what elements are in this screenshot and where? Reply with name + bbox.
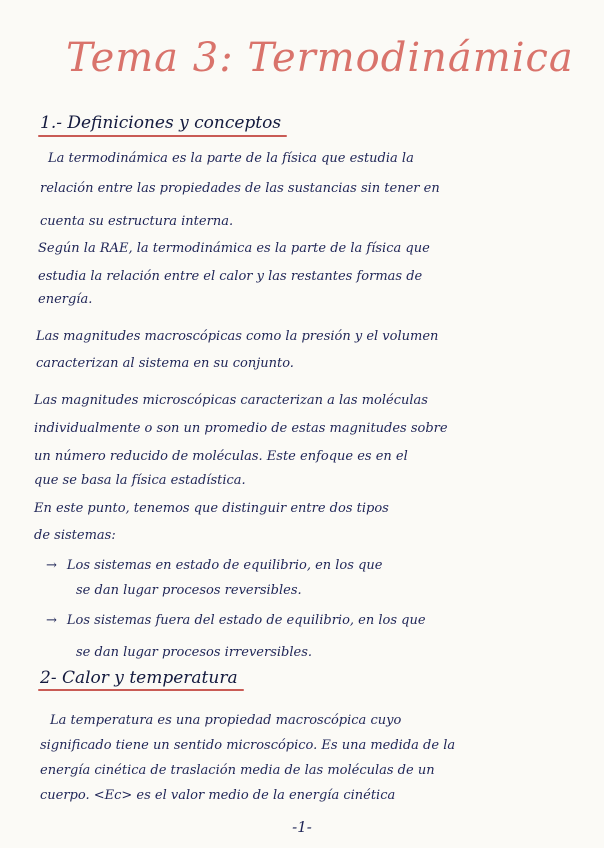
text-line-5: estudia la relación entre el calor y las restantes formas de [38,269,423,284]
text-line-6: energía. [38,292,93,307]
text-line-16: se dan lugar procesos reversibles. [76,583,302,598]
text-line-2: relación entre las propiedades de las sustancias sin tener en [40,181,440,196]
text-line-3: cuenta su estructura interna. [40,214,234,229]
text-line-22: cuerpo. <Ec> es el valor medio de la energía cinética [40,788,396,803]
section-heading-2 [40,668,238,688]
page-number: -1- [292,818,312,836]
arrow-right-icon: → [46,558,57,573]
text-line-12: que se basa la física estadística. [34,473,246,488]
page-title: Tema 3: Termodinámica [66,35,574,81]
section-heading-2-underline [38,689,244,691]
bullet-item-1 [46,557,382,575]
section-heading-1-underline [38,135,287,137]
bullet-item-2-text: Los sistemas fuera del estado de equilibrio, en los que [66,613,426,628]
bullet-item-1-text: Los sistemas en estado de equilibrio, en los que [66,558,383,573]
section-heading-2-text: 2- Calor y temperatura [40,668,238,688]
text-line-10: individualmente o son un promedio de estas magnitudes sobre [34,421,448,436]
text-line-21: energía cinética de traslación media de las moléculas de un [40,763,435,778]
text-line-9: Las magnitudes microscópicas caracterizan a las moléculas [34,393,428,408]
text-line-20: significado tiene un sentido microscópico. Es una medida de la [40,738,456,753]
arrow-right-icon: → [46,613,57,628]
section-heading-1 [40,113,281,133]
text-line-4: Según la RAE, la termodinámica es la parte de la física que [38,241,430,256]
bullet-item-2 [46,612,426,630]
text-line-13: En este punto, tenemos que distinguir entre dos tipos [34,501,389,516]
text-line-19: La temperatura es una propiedad macroscópica cuyo [50,713,402,728]
text-line-1: La termodinámica es la parte de la física que estudia la [48,151,414,166]
section-heading-1-text: 1.- Definiciones y conceptos [40,113,282,133]
text-line-18: se dan lugar procesos irreversibles. [76,645,312,660]
text-line-11: un número reducido de moléculas. Este enfoque es en el [34,449,408,464]
text-line-7: Las magnitudes macroscópicas como la presión y el volumen [36,329,439,344]
text-line-14: de sistemas: [34,528,116,543]
text-line-8: caracterizan al sistema en su conjunto. [36,356,294,371]
